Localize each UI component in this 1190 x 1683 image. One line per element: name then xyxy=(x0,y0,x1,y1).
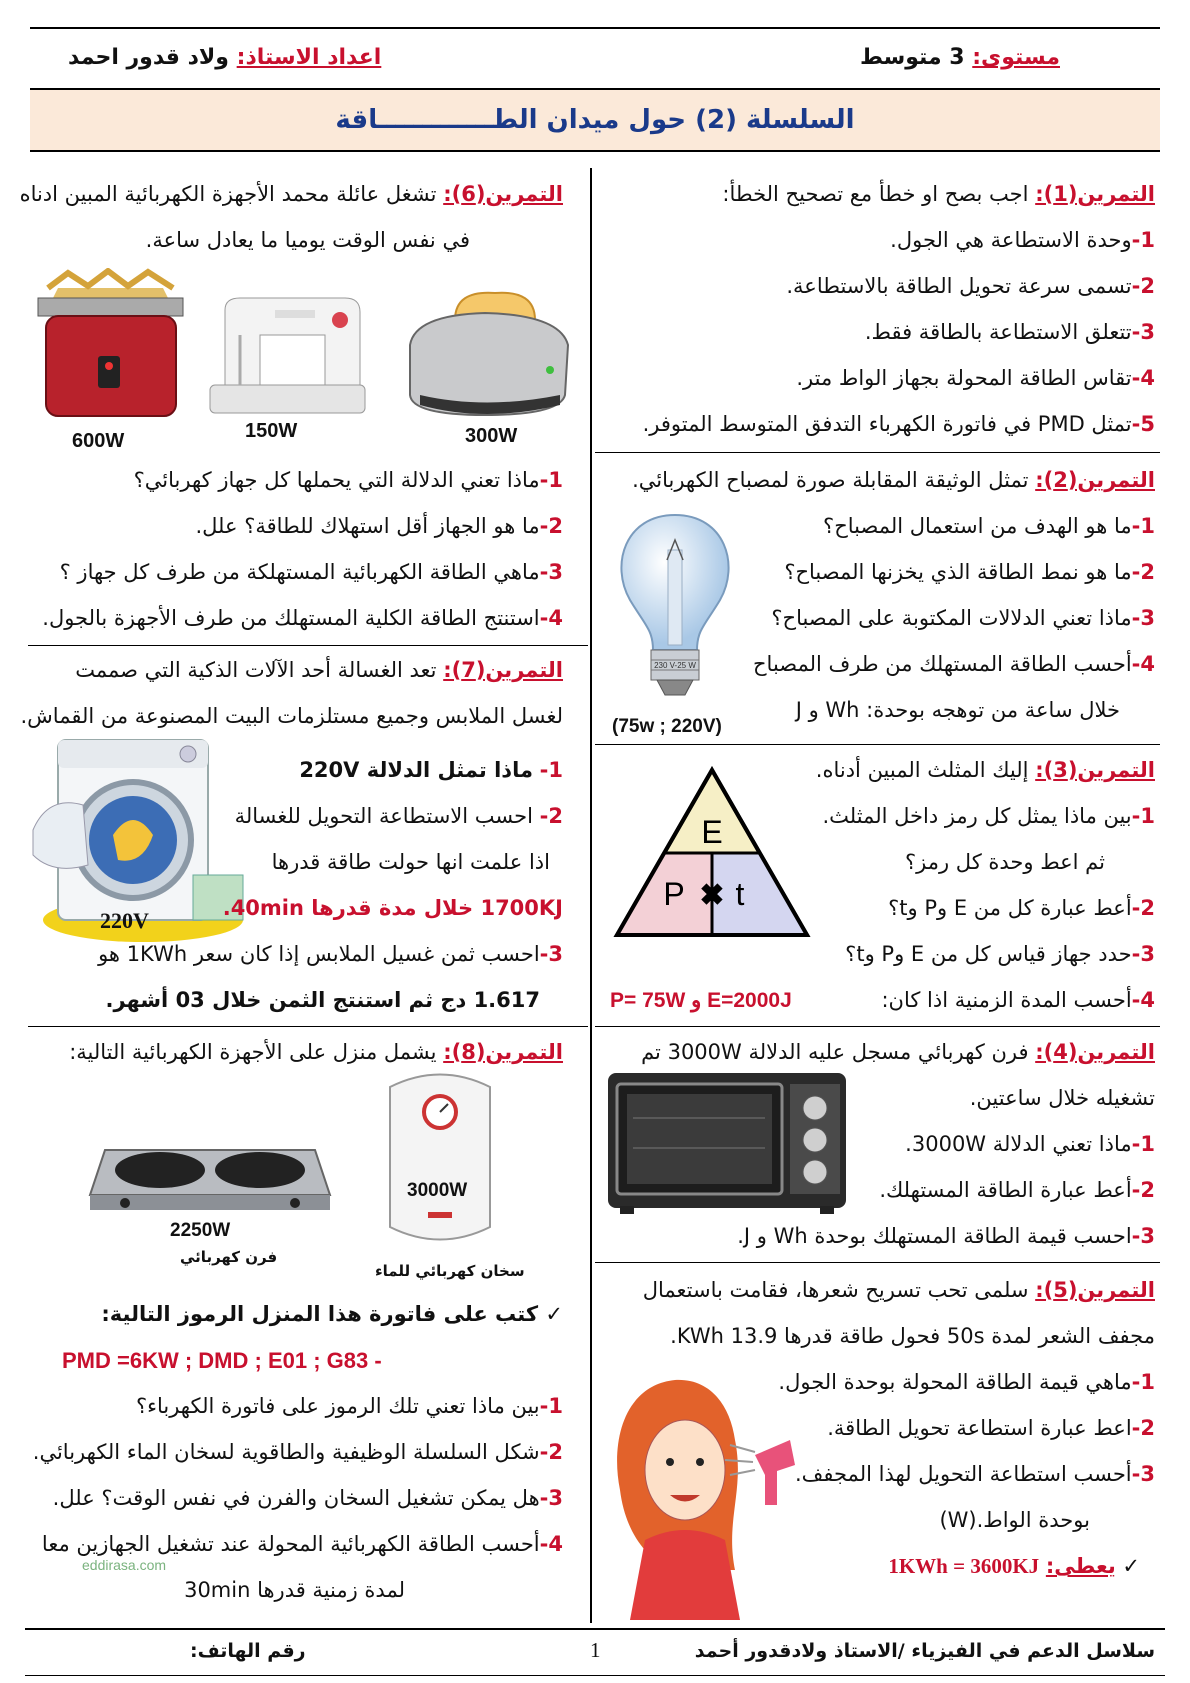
ex5-item-3: 3-أحسب استطاعة التحويل لهذا المجفف. xyxy=(794,1462,1155,1486)
ex3-item-1: 1-بين ماذا يمثل كل رمز داخل المثلث. xyxy=(822,804,1155,828)
electric-stove-icon xyxy=(85,1120,335,1220)
ex1-rule xyxy=(595,452,1160,453)
ex1-intro: التمرين(1): اجب بصح او خطأ مع تصحيح الخطأ: xyxy=(722,182,1155,206)
footer-rule xyxy=(25,1628,1165,1630)
ex5-unit: بوحدة الواط.(W) xyxy=(939,1508,1090,1532)
title-band xyxy=(30,88,1160,152)
ex1-item-2: 2-تسمى سرعة تحويل الطاقة بالاستطاعة. xyxy=(786,274,1155,298)
ex8-item-4: 4-أحسب الطاقة الكهربائية المحولة عند تشغيل الجهازين معا xyxy=(41,1532,563,1556)
electric-oven-icon xyxy=(605,1068,850,1218)
ex6-item-2: 2-ما هو الجهاز أقل استهلاك للطاقة؟ علل. xyxy=(195,514,563,538)
tri-p: P xyxy=(663,876,685,912)
ex6-rule xyxy=(28,645,588,646)
ex4-item-3: 3-احسب قيمة الطاقة المستهلك بوحدة Wh و J. xyxy=(737,1224,1155,1248)
light-bulb-icon xyxy=(605,510,745,710)
ex6-intro: التمرين(6): تشغل عائلة محمد الأجهزة الكهربائية المبين ادناه xyxy=(19,182,563,206)
ex5-item-2: 2-اعط عبارة استطاعة تحويل الطاقة. xyxy=(827,1416,1155,1440)
ex4-item-1: 1-ماذا تعني الدلالة 3000W. xyxy=(905,1132,1155,1156)
teacher-name: ولاد قدور احمد xyxy=(68,45,229,70)
teacher-label: اعداد الاستاذ: xyxy=(236,45,382,70)
ex7-intro2: لغسل الملابس وجميع مستلزمات البيت المصنوعة من القماش. xyxy=(20,704,563,728)
ex8-last: لمدة زمنية قدرها 30min xyxy=(184,1578,405,1602)
ex8-item-3: 3-هل يمكن تشغيل السخان والفرن في نفس الوقت؟ علل. xyxy=(52,1486,563,1510)
deep-fryer-icon xyxy=(28,268,193,428)
level-label: مستوى: xyxy=(972,45,1060,70)
multiply-icon: ✖ xyxy=(699,879,725,912)
stove-watts: 2250W xyxy=(170,1220,231,1241)
ex5-intro: التمرين(5): سلمى تحب تسريح شعرها، فقامت باستعمال xyxy=(642,1278,1155,1302)
watermark: eddirasa.com xyxy=(82,1557,167,1573)
ex7-q2c: 1700KJ خلال مدة قدرها 40min. xyxy=(222,896,563,920)
footer-phone-label: رقم الهاتف: xyxy=(190,1640,306,1662)
ex3-item-3: 3-حدد جهاز قياس كل من E وP وt؟ xyxy=(845,942,1155,966)
ex7-q2: 2- احسب الاستطاعة التحويل للغسالة xyxy=(234,804,563,828)
ex7-q3b: 1.617 دج ثم استنتج الثمن خلال 03 أشهر. xyxy=(105,988,540,1012)
ex7-q2b: اذا علمت انها حولت طاقة قدرها xyxy=(271,850,550,874)
water-heater-icon xyxy=(380,1062,500,1252)
ex2-item-2: 2-ما هو نمط الطاقة الذي يخزنها المصباح؟ xyxy=(784,560,1155,584)
ex4-rule xyxy=(595,1262,1160,1263)
ex3-item-2: 2-أعط عبارة كل من E وP وt؟ xyxy=(888,896,1155,920)
ex3-given: E=2000J و P= 75W xyxy=(610,989,792,1012)
ex3-intro: التمرين(3): إليك المثلث المبين أدناه. xyxy=(815,758,1155,782)
tri-t: t xyxy=(735,876,745,912)
toaster-watts: 300W xyxy=(465,425,518,447)
ex2-intro: التمرين(2): تمثل الوثيقة المقابلة صورة لمصباح الكهربائي. xyxy=(632,468,1155,492)
girl-hair-dryer-illustration xyxy=(605,1370,815,1620)
sewing-machine-icon xyxy=(205,290,370,420)
stove-caption: فرن كهربائي xyxy=(180,1248,278,1266)
ex8-intro: التمرين(8): يشمل منزل على الأجهزة الكهربائية التالية: xyxy=(69,1040,563,1064)
level-value: 3 متوسط xyxy=(860,45,965,70)
ex8-bill-intro: ✓ كتب على فاتورة هذا المنزل الرموز التالية: xyxy=(101,1302,563,1326)
teacher-info xyxy=(68,45,381,70)
footer-series: سلاسل الدعم في الفيزياء /الاستاذ ولادقدور أحمد xyxy=(694,1640,1155,1662)
ex7-q1: 1- ماذا تمثل الدلالة 220V xyxy=(299,758,563,782)
ex1-item-3: 3-تتعلق الاستطاعة بالطاقة فقط. xyxy=(864,320,1155,344)
ex7-intro: التمرين(7): تعد الغسالة أحد الآلات الذكية التي صممت xyxy=(75,658,563,682)
top-rule xyxy=(30,27,1160,29)
ex2-item-4: 4-أحسب الطاقة المستهلك من طرف المصباح xyxy=(753,652,1155,676)
page-title: السلسلة (2) حول ميدان الطـــــــــــــاقة xyxy=(335,105,855,135)
bulb-print: 230 V-25 W xyxy=(654,661,696,670)
ex6-intro2: في نفس الوقت يوميا ما يعادل ساعة. xyxy=(145,228,470,252)
ex5-intro2: مجفف الشعر لمدة 50s فحول طاقة قدرها 13.9 KWh. xyxy=(670,1324,1155,1348)
ex1-item-5: 5-تمثل PMD في فاتورة الكهرباء التدفق المتوسط المتوفر. xyxy=(642,412,1155,436)
heater-caption: سخان كهربائي للماء xyxy=(375,1262,525,1280)
ex6-item-3: 3-ماهي الطاقة الكهربائية المستهلكة من طرف كل جهاز ؟ xyxy=(59,560,563,584)
level-info xyxy=(860,45,1060,70)
heater-watts: 3000W xyxy=(407,1180,468,1201)
ex1-item-4: 4-تقاس الطاقة المحولة بجهاز الواط متر. xyxy=(796,366,1155,390)
energy-triangle-diagram xyxy=(612,765,812,945)
ex2-rule xyxy=(595,744,1160,745)
fryer-watts: 600W xyxy=(72,430,125,452)
washer-label: 220V xyxy=(100,908,149,933)
ex2-cont: خلال ساعة من توهجه بوحدة: Wh و J xyxy=(795,698,1120,722)
tri-e: E xyxy=(701,814,723,850)
ex2-item-1: 1-ما هو الهدف من استعمال المصباح؟ xyxy=(823,514,1155,538)
ex6-item-1: 1-ماذا تعني الدلالة التي يحملها كل جهاز كهربائي؟ xyxy=(133,468,563,492)
ex5-item-1: 1-ماهي قيمة الطاقة المحولة بوحدة الجول. xyxy=(778,1370,1155,1394)
column-divider xyxy=(590,168,592,1623)
ex6-item-4: 4-استنتج الطاقة الكلية المستهلك من طرف الأجهزة بالجول. xyxy=(42,606,563,630)
ex1-item-1: 1-وحدة الاستطاعة هي الجول. xyxy=(890,228,1155,252)
ex8-item-1: 1-بين ماذا تعني تلك الرموز على فاتورة الكهرباء؟ xyxy=(135,1394,563,1418)
ex4-item-2: 2-أعط عبارة الطاقة المستهلك. xyxy=(879,1178,1155,1202)
ex7-rule xyxy=(28,1026,588,1027)
ex3-sub1: ثم اعط وحدة كل رمز؟ xyxy=(905,850,1105,874)
bill-codes: PMD =6KW ; DMD ; E01 ; G83 - xyxy=(62,1348,382,1373)
toaster-icon xyxy=(400,285,575,425)
ex2-item-3: 3-ماذا تعني الدلالات المكتوبة على المصباح؟ xyxy=(771,606,1155,630)
ex3-item-4: 4-أحسب المدة الزمنية اذا كان: xyxy=(881,988,1155,1012)
ex8-item-2: 2-شكل السلسلة الوظيفية والطاقوية لسخان الماء الكهربائي. xyxy=(32,1440,563,1464)
footer-bottom-rule xyxy=(25,1675,1165,1676)
ex5-given: ✓ يعطى: 1KWh = 3600KJ xyxy=(888,1554,1140,1578)
ex4-intro2: تشغيله خلال ساعتين. xyxy=(969,1086,1155,1110)
page-number: 1 xyxy=(590,1638,601,1662)
ex7-q3: 3-احسب ثمن غسيل الملابس إذا كان سعر 1KWh هو xyxy=(98,942,563,966)
bulb-caption: (75w ; 220V) xyxy=(612,716,722,737)
ex4-intro: التمرين(4): فرن كهربائي مسجل عليه الدلالة 3000W تم xyxy=(641,1040,1155,1064)
sewing-watts: 150W xyxy=(245,420,298,442)
ex3-rule xyxy=(595,1026,1160,1027)
